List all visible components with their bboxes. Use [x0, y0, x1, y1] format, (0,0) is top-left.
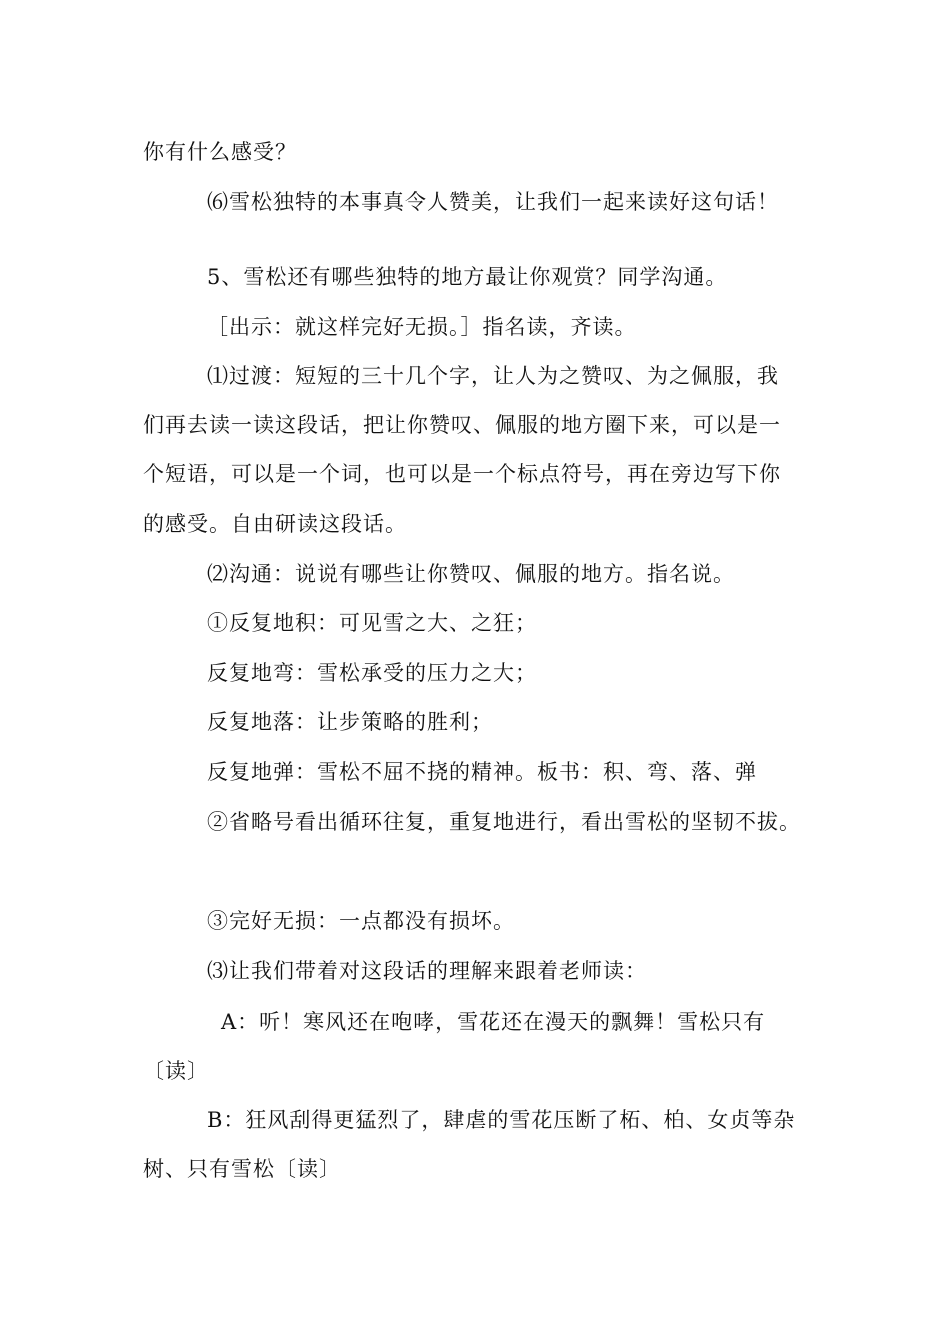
text-line: ③完好无损：一点都没有损坏。	[207, 909, 515, 933]
text-line: 的感受。自由研读这段话。	[143, 512, 407, 536]
text-line: B：狂风刮得更猛烈了，肆虐的雪花压断了柘、柏、女贞等杂	[207, 1108, 796, 1132]
text-line: ①反复地积：可见雪之大、之狂；	[207, 611, 537, 635]
text-line: 反复地弹：雪松不屈不挠的精神。板书：积、弯、落、弹	[207, 760, 757, 784]
text-line: 树、只有雪松〔读〕	[143, 1157, 341, 1181]
text-line: ［出示：就这样完好无损。］指名读，齐读。	[207, 315, 637, 339]
text-line: 〔读〕	[143, 1059, 209, 1083]
text-line: 5、雪松还有哪些独特的地方最让你观赏？同学沟通。	[207, 265, 728, 289]
text-line: ⑹雪松独特的本事真令人赞美，让我们一起来读好这句话！	[207, 190, 779, 214]
text-line: ②省略号看出循环往复，重复地进行，看出雪松的坚韧不拔。	[207, 810, 801, 834]
text-line: ⑶让我们带着对这段话的理解来跟着老师读：	[207, 959, 647, 983]
text-line: ⑵沟通：说说有哪些让你赞叹、佩服的地方。指名说。	[207, 562, 735, 586]
text-line: 个短语，可以是一个词，也可以是一个标点符号，再在旁边写下你	[143, 462, 781, 486]
text-line: 反复地弯：雪松承受的压力之大；	[207, 661, 537, 685]
text-line: 们再去读一读这段话，把让你赞叹、佩服的地方圈下来，可以是一	[143, 413, 781, 437]
text-line: ⑴过渡：短短的三十几个字，让人为之赞叹、为之佩服，我	[207, 364, 779, 388]
text-line: 反复地落：让步策略的胜利；	[207, 710, 493, 734]
text-line: A：听！寒风还在咆哮，雪花还在漫天的飘舞！雪松只有	[221, 1010, 766, 1034]
text-line: 你有什么感受？	[143, 140, 297, 164]
